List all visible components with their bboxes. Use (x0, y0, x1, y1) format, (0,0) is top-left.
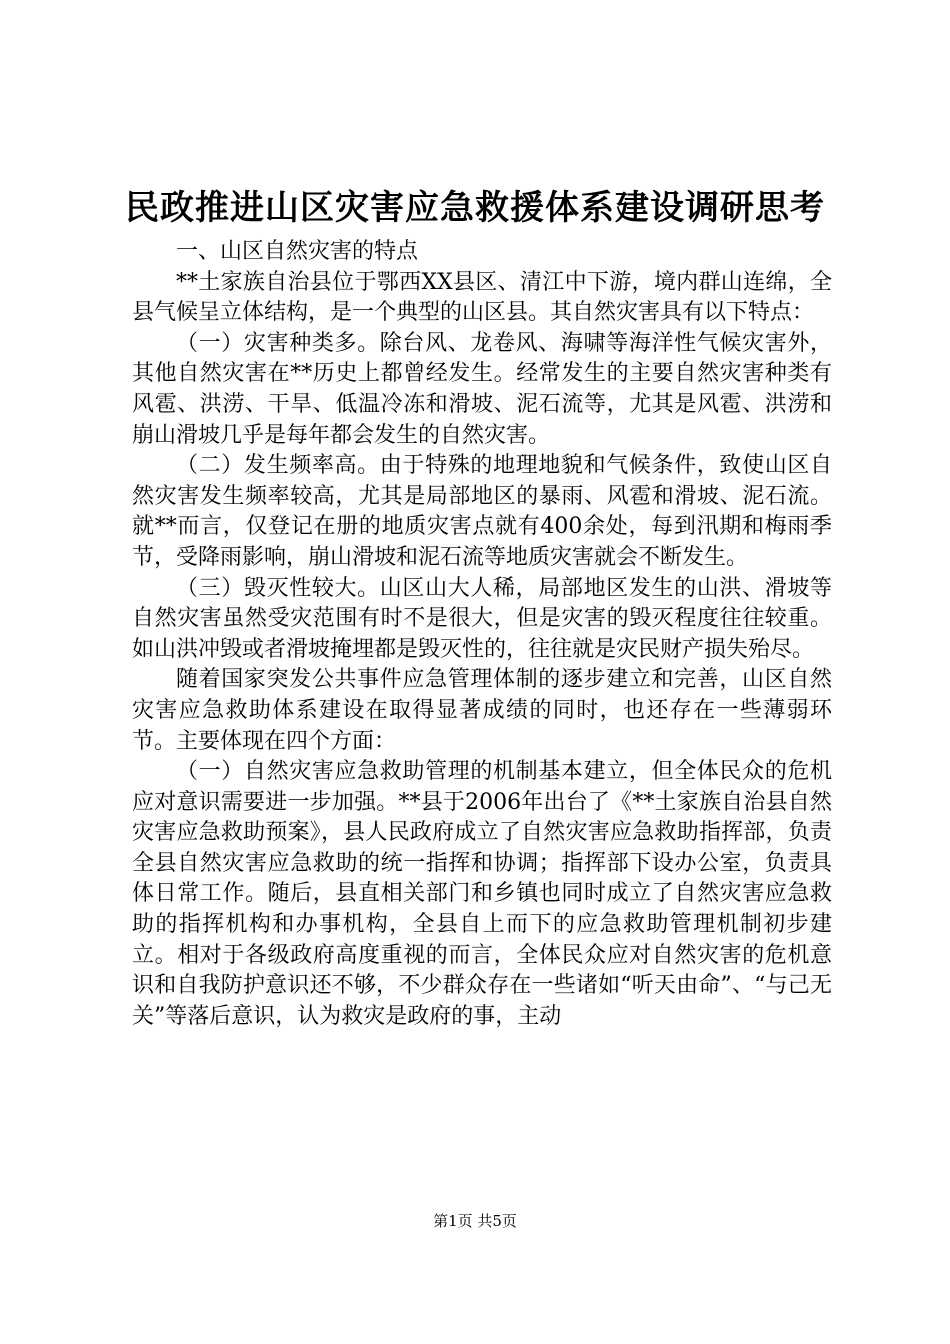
paragraph: （一）自然灾害应急救助管理的机制基本建立，但全体民众的危机应对意识需要进一步加强。**县于2006年出台了《**土家族自治县自然灾害应急救助预案》，县人民政府成立了自然灾害应急救助指挥部，负责全县自然灾害应急救助的统一指挥和协调；指挥部下设办公室，负责具体日常工作。随后，县直相关部门和乡镇也同时成立了自然灾害应急救助的指挥机构和办事机构，全县自上而下的应急救助管理机制初步建立。相对于各级政府高度重视的而言，全体民众应对自然灾害的危机意识和自我防护意识还不够，不少群众存在一些诸如“听天由命”、“与己无关”等落后意识，认为救灾是政府的事，主动 (132, 759, 832, 1029)
paragraph: （三）毁灭性较大。山区山大人稀，局部地区发生的山洪、滑坡等自然灾害虽然受灾范围有时不是很大，但是灾害的毁灭程度往往较重。如山洪冲毁或者滑坡掩埋都是毁灭性的，往往就是灾民财产损失殆尽。 (132, 575, 832, 662)
paragraph: （二）发生频率高。由于特殊的地理地貌和气候条件，致使山区自然灾害发生频率较高，尤其是局部地区的暴雨、风雹和滑坡、泥石流。就**而言，仅登记在册的地质灾害点就有400余处，每到汛期和梅雨季节，受降雨影响，崩山滑坡和泥石流等地质灾害就会不断发生。 (132, 453, 832, 570)
section-heading: 一、山区自然灾害的特点 (176, 239, 419, 264)
document-body (132, 237, 832, 1032)
paragraph: 随着国家突发公共事件应急管理体制的逐步建立和完善，山区自然灾害应急救助体系建设在取得显著成绩的同时，也还存在一些薄弱环节。主要体现在四个方面： (132, 667, 832, 754)
page-footer: 第1页 共5页 (433, 1212, 517, 1230)
document-title: 民政推进山区灾害应急救援体系建设调研思考 (125, 188, 825, 228)
paragraph: **土家族自治县位于鄂西XX县区、清江中下游，境内群山连绵，全县气候呈立体结构，是一个典型的山区县。其自然灾害具有以下特点： (132, 269, 832, 326)
paragraph: （一）灾害种类多。除台风、龙卷风、海啸等海洋性气候灾害外，其他自然灾害在**历史上都曾经发生。经常发生的主要自然灾害种类有风雹、洪涝、干旱、低温冷冻和滑坡、泥石流等，尤其是风雹、洪涝和崩山滑坡几乎是每年都会发生的自然灾害。 (132, 330, 832, 448)
